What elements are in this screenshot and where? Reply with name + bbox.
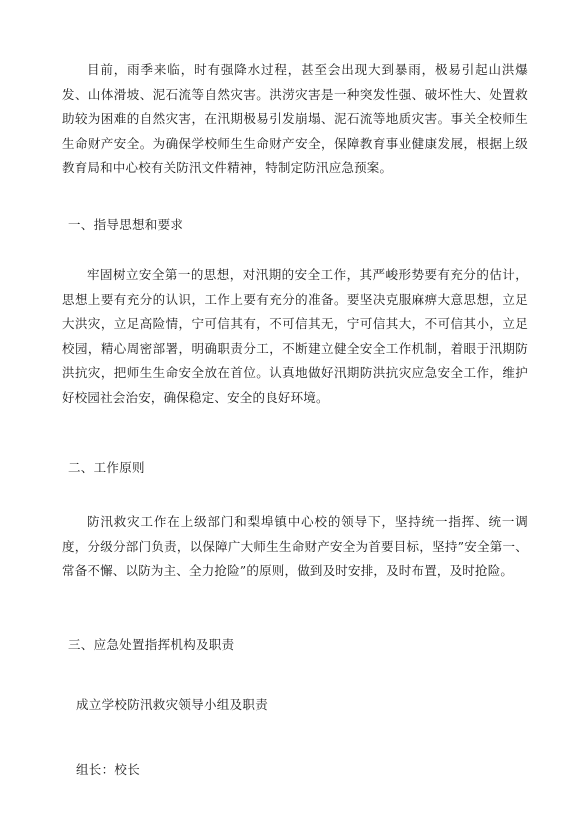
intro-paragraph: 目前，雨季来临，时有强降水过程，甚至会出现大到暴雨，极易引起山洪爆发、山体滑坡、泥石流等自然灾害。洪涝灾害是一种突发性强、破坏性大、处置救助较为困难的自然灾害，在汛期极易引发崩塌、泥石流等地质灾害。事关全校师生生命财产安全。为确保学校师生生命财产安全，保障教育事业健康发展，根据上级教育局和中心校有关防汛文件精神，特制定防汛应急预案。 <box>62 62 528 175</box>
section-body-work-principles: 防汛救灾工作在上级部门和梨埠镇中心校的领导下，坚持统一指挥、统一调度，分级分部门负责，以保障广大师生生命财产安全为首要目标，坚持”安全第一、常备不懈、以防为主、全力抢险”的原则，做到及时安排，及时布置，及时抢险。 <box>62 514 528 578</box>
group-leader-line: 组长：校长 <box>76 762 141 777</box>
section-heading-command-structure: 三、应急处置指挥机构及职责 <box>68 637 235 652</box>
section-heading-work-principles: 二、工作原则 <box>68 460 145 475</box>
section-body-guiding-principles: 牢固树立安全第一的思想，对汛期的安全工作，其严峻形势要有充分的估计，思想上要有充分的认识，工作上要有充分的准备。要坚决克服麻痹大意思想，立足大洪灾，立足高险情，宁可信其有，不可信其无，宁可信其大，不可信其小，立足校园，精心周密部署，明确职责分工，不断建立健全安全工作机制，着眼于汛期防洪抗灾，把师生生命安全放在首位。认真地做好汛期防洪抗灾应急安全工作，维护好校园社会治安，确保稳定、安全的良好环境。 <box>62 267 528 405</box>
section-heading-guiding-principles: 一、指导思想和要求 <box>68 217 184 232</box>
leadership-group-line: 成立学校防汛救灾领导小组及职责 <box>76 697 269 712</box>
